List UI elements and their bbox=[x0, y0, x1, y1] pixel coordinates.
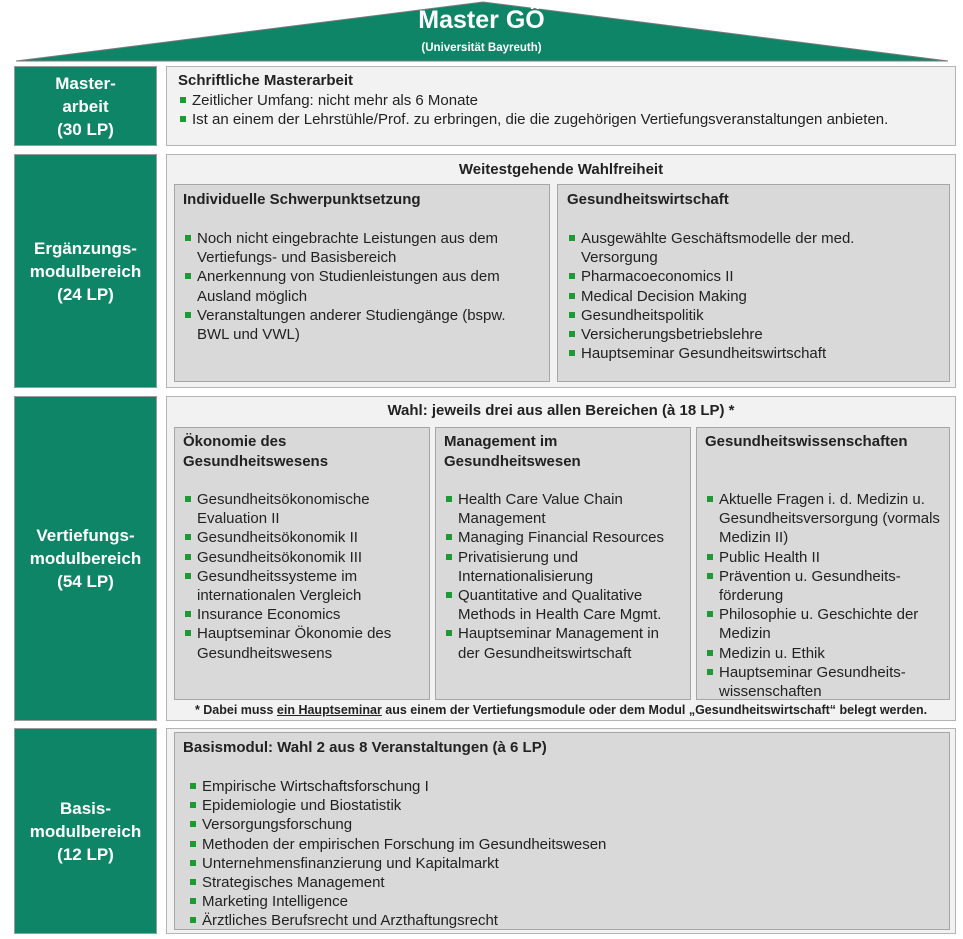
box-oekonomie bbox=[174, 427, 430, 700]
box-individuell bbox=[174, 184, 550, 382]
list-item: Gesundheitsökonomische Evaluation II bbox=[183, 490, 423, 528]
list-item: Pharmacoeconomics II bbox=[567, 267, 887, 286]
box-title: Individuelle Schwerpunktsetzung bbox=[183, 191, 421, 208]
box-list bbox=[183, 229, 533, 344]
box-title: Ökonomie des Gesundheitswesens bbox=[183, 433, 329, 470]
panel-ergaenzung bbox=[166, 154, 956, 388]
masterarbeit-list bbox=[178, 91, 948, 129]
list-item: Quantitative and Qualitative Methods in Health Care Mgmt. bbox=[444, 586, 684, 624]
list-item: Versicherungsbetriebslehre bbox=[567, 325, 887, 344]
panel-basis bbox=[166, 728, 956, 934]
list-item: Medizin u. Ethik bbox=[705, 644, 943, 663]
list-item: Health Care Value Chain Management bbox=[444, 490, 684, 528]
list-item: Philosophie u. Geschichte der Medizin bbox=[705, 605, 943, 643]
list-item: Aktuelle Fragen i. d. Medizin u. Gesundheitsversorgung (vormals Medizin II) bbox=[705, 490, 943, 548]
side-label-basis: Basis- modulbereich (12 LP) bbox=[14, 728, 157, 934]
list-item: Gesundheitsökonomik III bbox=[183, 548, 423, 567]
list-item: Versorgungsforschung bbox=[188, 815, 928, 834]
list-item: Gesundheitsökonomik II bbox=[183, 528, 423, 547]
list-item: Hauptseminar Management in der Gesundheitswirtschaft bbox=[444, 624, 684, 662]
ergaenzung-title: Weitestgehende Wahlfreiheit bbox=[458, 161, 664, 178]
list-item: Medical Decision Making bbox=[567, 287, 887, 306]
list-item: Strategisches Management bbox=[188, 873, 928, 892]
list-item: Ist an einem der Lehrstühle/Prof. zu erbringen, die die zugehörigen Vertiefungsveranstaltungen anbieten. bbox=[178, 110, 948, 129]
box-list bbox=[705, 490, 943, 701]
panel-masterarbeit bbox=[166, 66, 956, 146]
box-list bbox=[188, 777, 928, 931]
list-item: Hauptseminar Ökonomie des Gesundheitswesens bbox=[183, 624, 423, 662]
box-gesundheitswissenschaften bbox=[696, 427, 950, 700]
box-list bbox=[444, 490, 684, 663]
list-item: Prävention u. Gesundheits-förderung bbox=[705, 567, 943, 605]
box-management bbox=[435, 427, 691, 700]
list-item: Hauptseminar Gesundheits-wissenschaften bbox=[705, 663, 943, 701]
list-item: Insurance Economics bbox=[183, 605, 423, 624]
side-label-vertiefung: Vertiefungs- modulbereich (54 LP) bbox=[14, 396, 157, 721]
list-item: Public Health II bbox=[705, 548, 943, 567]
box-title: Basismodul: Wahl 2 aus 8 Veranstaltungen (à 6 LP) bbox=[183, 739, 547, 756]
footnote-text-start: * Dabei muss bbox=[194, 703, 277, 717]
list-item: Marketing Intelligence bbox=[188, 892, 928, 911]
list-item: Managing Financial Resources bbox=[444, 528, 684, 547]
box-title: Management im Gesundheitswesen bbox=[444, 433, 581, 470]
list-item: Gesundheitssysteme im internationalen Vergleich bbox=[183, 567, 423, 605]
box-list bbox=[567, 229, 887, 363]
list-item: Ärztliches Berufsrecht und Arzthaftungsrecht bbox=[188, 911, 928, 930]
side-label-ergaenzung: Ergänzungs- modulbereich (24 LP) bbox=[14, 154, 157, 388]
list-item: Anerkennung von Studienleistungen aus dem Ausland möglich bbox=[183, 267, 533, 305]
box-title: Gesundheitswissenschaften bbox=[705, 433, 908, 450]
list-item: Veranstaltungen anderer Studiengänge (bspw. BWL und VWL) bbox=[183, 306, 533, 344]
masterarbeit-title: Schriftliche Masterarbeit bbox=[178, 72, 354, 89]
panel-vertiefung bbox=[166, 396, 956, 721]
side-label-masterarbeit: Master- arbeit (30 LP) bbox=[14, 66, 157, 146]
page-title: Master GÖ bbox=[418, 6, 545, 34]
box-list bbox=[183, 490, 423, 663]
list-item: Zeitlicher Umfang: nicht mehr als 6 Monate bbox=[178, 91, 948, 110]
footnote bbox=[167, 703, 955, 717]
list-item: Noch nicht eingebrachte Leistungen aus dem Vertiefungs- und Basisbereich bbox=[183, 229, 533, 267]
vertiefung-title: Wahl: jeweils drei aus allen Bereichen (à 18 LP) * bbox=[387, 402, 735, 419]
page-subtitle: (Universität Bayreuth) bbox=[421, 42, 542, 54]
box-basismodul bbox=[174, 732, 950, 930]
box-gesundheitswirtschaft bbox=[557, 184, 950, 382]
list-item: Empirische Wirtschaftsforschung I bbox=[188, 777, 928, 796]
list-item: Gesundheitspolitik bbox=[567, 306, 887, 325]
list-item: Methoden der empirischen Forschung im Gesundheitswesen bbox=[188, 835, 928, 854]
list-item: Hauptseminar Gesundheitswirtschaft bbox=[567, 344, 887, 363]
footnote-text-end: aus einem der Vertiefungsmodule oder dem Modul „Gesundheitswirtschaft“ belegt werden. bbox=[381, 703, 928, 717]
list-item: Privatisierung und Internationalisierung bbox=[444, 548, 684, 586]
footnote-emphasis: ein Hauptseminar bbox=[276, 703, 382, 717]
box-title: Gesundheitswirtschaft bbox=[567, 191, 729, 208]
list-item: Epidemiologie und Biostatistik bbox=[188, 796, 928, 815]
list-item: Unternehmensfinanzierung und Kapitalmarkt bbox=[188, 854, 928, 873]
list-item: Ausgewählte Geschäftsmodelle der med. Versorgung bbox=[567, 229, 887, 267]
